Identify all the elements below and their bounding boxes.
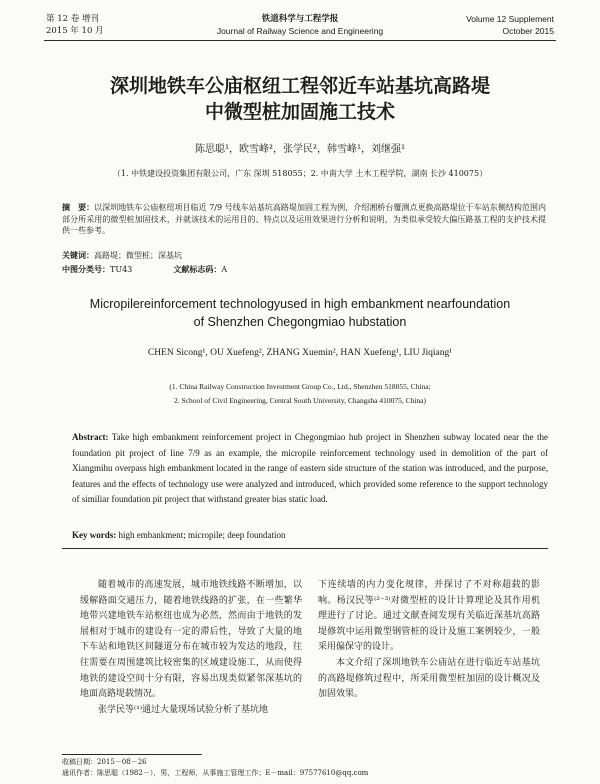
header-rule xyxy=(44,40,556,41)
keywords-cn-label: 关键词： xyxy=(62,251,94,260)
journal-title-cn: 铁道科学与工程学报 xyxy=(261,14,339,24)
footnote-received: 收稿日期：2015－08－26 xyxy=(62,758,147,766)
title-cn-line2: 中微型桩加固施工技术 xyxy=(204,101,395,123)
keywords-en-label: Key words: xyxy=(72,530,117,540)
body-paragraph: 下连续墙的内力变化规律，并探讨了不对称超载的影响。杨汉民等⁽²⁻³⁾对微型桩的设计计算理论及其作用机理进行了讨论。通过文献查阅发现有关临近深基坑高路堤修筑中运用微型钢管桩的设计及施工案例较少，一般采用偏保守的设计。 xyxy=(318,580,540,653)
abstract-cn xyxy=(62,202,546,237)
abstract-en-label: Abstract: xyxy=(72,432,109,442)
body-column-left xyxy=(80,578,302,718)
affiliation-en-line2: 2. School of Civil Engineering, Central South University, Changsha 410075, China) xyxy=(174,396,426,405)
clc-value: TU43 xyxy=(110,265,133,274)
body-column-right xyxy=(318,578,540,703)
volume-en: Volume 12 Supplement xyxy=(466,14,554,24)
clc-label: 中图分类号： xyxy=(62,265,110,274)
body-paragraph: 张学民等⁽¹⁾通过大量现场试验分析了基坑地 xyxy=(98,704,269,715)
volume-cn: 第 12 卷 增刊 xyxy=(46,14,99,24)
journal-title-en: Journal of Railway Science and Engineering xyxy=(216,26,384,36)
footnote-author: 通讯作者：陈思聪（1982－），男，工程师，从事施工管理工作；E－mail：97577610@qq.com xyxy=(62,769,369,777)
keywords-en-text: high embankment; micropile; deep foundation xyxy=(118,530,286,540)
doc-code-value: A xyxy=(221,265,228,274)
body-paragraph: 随着城市的高速发展，城市地铁线路不断增加，以缓解路面交通压力，随着地铁线路的扩张，在一些繁华地带兴建地铁车站枢纽也成为必然，然而由于地铁的发展相对于城市的建设有一定的滞后性，导致了大量的地下车站和地铁区间隧道分布在城市较为发达的地段，往往需要在周围建筑比较密集的区域建设施工，从而使得地铁的建设空间十分有限，容易出现类似紧邻深基坑的地面高路堤载情况。 xyxy=(80,580,302,700)
abstract-en-text: Take high embankment reinforcement project in Chegongmiao hub project in Shenzhen subway located near the the foundation pit project of line 7/9 as an example, the micropile reinforcement technology used in demolition of the part of Xiangmihu overpass high embankment located in the range of eastern side structure of the station was introduced, and the purpose, features and the effects of technology use were analyzed and introduced, which provided some reference to the support technology of similiar foundation pit project that withstand greater bias static load. xyxy=(72,432,549,504)
keywords-cn-text: 高路堤；微型桩；深基坑 xyxy=(94,251,182,260)
authors-en: CHEN Sicong¹, OU Xuefeng², ZHANG Xuemin², HAN Xuefeng¹, LIU Jiqiang¹ xyxy=(147,348,453,358)
keywords-cn xyxy=(62,250,546,262)
keywords-en xyxy=(72,529,548,542)
abstract-cn-label: 摘 要： xyxy=(62,203,95,212)
footnote-rule xyxy=(62,754,202,755)
title-cn-line1: 深圳地铁车公庙枢纽工程邻近车站基坑高路堤 xyxy=(109,75,490,97)
abstract-rule xyxy=(62,548,548,549)
title-en-line2: of Shenzhen Chegongmiao hubstation xyxy=(193,315,407,329)
authors-cn: 陈思聪¹，欧雪峰²，张学民²，韩雪峰¹，刘继强¹ xyxy=(194,144,406,155)
doc-code-label: 文献标志码： xyxy=(173,265,222,274)
affiliation-en-line1: (1. China Railway Construction Investment Group Co., Ltd., Shenzhen 518055, China; xyxy=(169,382,431,391)
abstract-en xyxy=(72,430,548,508)
classification-cn xyxy=(62,264,546,276)
title-en-line1: Micropilereinforcement technologyused in high embankment nearfoundation xyxy=(89,297,511,311)
date-cn: 2015 年 10 月 xyxy=(46,26,104,36)
body-paragraph: 本文介绍了深圳地铁车公庙站在进行临近车站基坑的高路堤修筑过程中，所采用微型桩加固的设计概况及加固效果。 xyxy=(318,657,540,700)
abstract-cn-text: 以深圳地铁车公庙枢纽项目临近 7/9 号线车站基坑高路堤加固工程为例，介绍湘桥台覆测点更换高路堤位于车站东侧结构范围内部分所采用的微型桩加固技术，并就该技术的运用目的、特点以及运用效果进行分析和说明，为类似承受较大偏压路基工程的支护技术提供一些参考。 xyxy=(62,203,546,235)
affiliation-cn: （1. 中铁建设投资集团有限公司，广东 深圳 518055；2. 中南大学 土木工程学院，湖南 长沙 410075） xyxy=(112,169,488,178)
date-en: October 2015 xyxy=(502,26,554,36)
